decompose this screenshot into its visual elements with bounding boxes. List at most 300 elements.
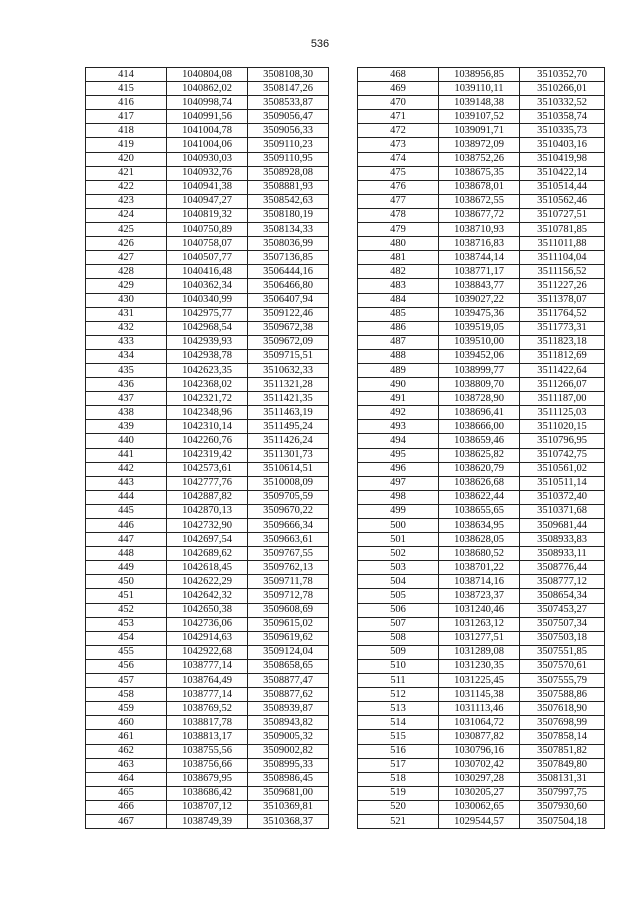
y-coordinate-cell: 3511266,07: [520, 378, 605, 392]
y-coordinate-cell: 3511020,15: [520, 420, 605, 434]
x-coordinate-cell: 1029544,57: [439, 814, 520, 828]
x-coordinate-cell: 1031289,08: [439, 645, 520, 659]
point-number-cell: 499: [358, 504, 439, 518]
point-number-cell: 463: [86, 758, 167, 772]
y-coordinate-cell: 3507570,61: [520, 659, 605, 673]
x-coordinate-cell: 1040507,77: [167, 251, 248, 265]
x-coordinate-cell: 1039091,71: [439, 124, 520, 138]
y-coordinate-cell: 3509002,82: [248, 744, 329, 758]
x-coordinate-cell: 1040998,74: [167, 96, 248, 110]
x-coordinate-cell: 1042618,45: [167, 561, 248, 575]
x-coordinate-cell: 1038723,37: [439, 589, 520, 603]
y-coordinate-cell: 3511495,24: [248, 420, 329, 434]
x-coordinate-cell: 1031230,35: [439, 659, 520, 673]
y-coordinate-cell: 3508986,45: [248, 772, 329, 786]
table-row: [358, 124, 605, 138]
point-number-cell: 432: [86, 321, 167, 335]
y-coordinate-cell: 3507136,85: [248, 251, 329, 265]
table-row: [86, 293, 329, 307]
point-number-cell: 424: [86, 208, 167, 222]
point-number-cell: 417: [86, 110, 167, 124]
point-number-cell: 506: [358, 603, 439, 617]
y-coordinate-cell: 3508777,12: [520, 575, 605, 589]
y-coordinate-cell: 3509767,55: [248, 547, 329, 561]
point-number-cell: 444: [86, 490, 167, 504]
y-coordinate-cell: 3508533,87: [248, 96, 329, 110]
y-coordinate-cell: 3511301,73: [248, 448, 329, 462]
table-row: [86, 645, 329, 659]
x-coordinate-cell: 1038769,52: [167, 702, 248, 716]
x-coordinate-cell: 1030297,28: [439, 772, 520, 786]
table-row: [86, 307, 329, 321]
y-coordinate-cell: 3509712,78: [248, 589, 329, 603]
point-number-cell: 476: [358, 180, 439, 194]
y-coordinate-cell: 3508877,47: [248, 674, 329, 688]
x-coordinate-cell: 1042939,93: [167, 335, 248, 349]
x-coordinate-cell: 1038756,66: [167, 758, 248, 772]
point-number-cell: 418: [86, 124, 167, 138]
table-row: [86, 772, 329, 786]
y-coordinate-cell: 3508108,30: [248, 68, 329, 82]
point-number-cell: 433: [86, 335, 167, 349]
point-number-cell: 492: [358, 406, 439, 420]
table-row: [86, 589, 329, 603]
point-number-cell: 436: [86, 378, 167, 392]
point-number-cell: 501: [358, 533, 439, 547]
point-number-cell: 428: [86, 265, 167, 279]
y-coordinate-cell: 3511773,31: [520, 321, 605, 335]
x-coordinate-cell: 1038696,41: [439, 406, 520, 420]
table-row: [86, 547, 329, 561]
table-row: [86, 223, 329, 237]
y-coordinate-cell: 3511321,28: [248, 378, 329, 392]
y-coordinate-cell: 3510614,51: [248, 462, 329, 476]
table-row: [358, 702, 605, 716]
y-coordinate-cell: 3510727,51: [520, 208, 605, 222]
y-coordinate-cell: 3509672,38: [248, 321, 329, 335]
table-row: [358, 786, 605, 800]
x-coordinate-cell: 1031240,46: [439, 603, 520, 617]
point-number-cell: 445: [86, 504, 167, 518]
table-row: [358, 575, 605, 589]
y-coordinate-cell: 3509124,04: [248, 645, 329, 659]
y-coordinate-cell: 3510371,68: [520, 504, 605, 518]
y-coordinate-cell: 3506407,94: [248, 293, 329, 307]
table-row: [86, 110, 329, 124]
y-coordinate-cell: 3508131,31: [520, 772, 605, 786]
x-coordinate-cell: 1038677,72: [439, 208, 520, 222]
y-coordinate-cell: 3509056,47: [248, 110, 329, 124]
x-coordinate-cell: 1042938,78: [167, 349, 248, 363]
x-coordinate-cell: 1042736,06: [167, 617, 248, 631]
point-number-cell: 426: [86, 237, 167, 251]
x-coordinate-cell: 1040362,34: [167, 279, 248, 293]
point-number-cell: 494: [358, 434, 439, 448]
point-number-cell: 434: [86, 349, 167, 363]
point-number-cell: 502: [358, 547, 439, 561]
table-row: [358, 631, 605, 645]
y-coordinate-cell: 3509663,61: [248, 533, 329, 547]
table-row: [358, 716, 605, 730]
table-row: [358, 476, 605, 490]
x-coordinate-cell: 1042914,63: [167, 631, 248, 645]
table-row: [86, 533, 329, 547]
point-number-cell: 473: [358, 138, 439, 152]
y-coordinate-cell: 3507504,18: [520, 814, 605, 828]
point-number-cell: 471: [358, 110, 439, 124]
table-row: [358, 82, 605, 96]
point-number-cell: 467: [86, 814, 167, 828]
y-coordinate-cell: 3509608,69: [248, 603, 329, 617]
point-number-cell: 446: [86, 519, 167, 533]
y-coordinate-cell: 3510562,46: [520, 194, 605, 208]
x-coordinate-cell: 1040930,03: [167, 152, 248, 166]
table-row: [358, 152, 605, 166]
point-number-cell: 456: [86, 659, 167, 673]
x-coordinate-cell: 1031113,46: [439, 702, 520, 716]
x-coordinate-cell: 1041004,06: [167, 138, 248, 152]
x-coordinate-cell: 1040804,08: [167, 68, 248, 82]
table-row: [358, 335, 605, 349]
point-number-cell: 487: [358, 335, 439, 349]
y-coordinate-cell: 3511227,26: [520, 279, 605, 293]
x-coordinate-cell: 1042697,54: [167, 533, 248, 547]
y-coordinate-cell: 3507849,80: [520, 758, 605, 772]
point-number-cell: 517: [358, 758, 439, 772]
point-number-cell: 460: [86, 716, 167, 730]
table-row: [358, 363, 605, 377]
x-coordinate-cell: 1039519,05: [439, 321, 520, 335]
y-coordinate-cell: 3507507,34: [520, 617, 605, 631]
point-number-cell: 512: [358, 688, 439, 702]
y-coordinate-cell: 3510511,14: [520, 476, 605, 490]
x-coordinate-cell: 1041004,78: [167, 124, 248, 138]
x-coordinate-cell: 1040862,02: [167, 82, 248, 96]
table-row: [86, 462, 329, 476]
point-number-cell: 441: [86, 448, 167, 462]
table-row: [358, 490, 605, 504]
point-number-cell: 448: [86, 547, 167, 561]
x-coordinate-cell: 1040340,99: [167, 293, 248, 307]
x-coordinate-cell: 1031277,51: [439, 631, 520, 645]
x-coordinate-cell: 1039107,52: [439, 110, 520, 124]
point-number-cell: 465: [86, 786, 167, 800]
point-number-cell: 455: [86, 645, 167, 659]
y-coordinate-cell: 3510422,14: [520, 166, 605, 180]
point-number-cell: 491: [358, 392, 439, 406]
x-coordinate-cell: 1039452,06: [439, 349, 520, 363]
x-coordinate-cell: 1039510,00: [439, 335, 520, 349]
x-coordinate-cell: 1040947,27: [167, 194, 248, 208]
table-row: [358, 533, 605, 547]
x-coordinate-cell: 1038716,83: [439, 237, 520, 251]
y-coordinate-cell: 3509056,33: [248, 124, 329, 138]
y-coordinate-cell: 3509670,22: [248, 504, 329, 518]
table-row: [358, 688, 605, 702]
x-coordinate-cell: 1038626,68: [439, 476, 520, 490]
x-coordinate-cell: 1042887,82: [167, 490, 248, 504]
point-number-cell: 521: [358, 814, 439, 828]
table-row: [86, 406, 329, 420]
point-number-cell: 507: [358, 617, 439, 631]
x-coordinate-cell: 1038707,12: [167, 800, 248, 814]
table-row: [86, 659, 329, 673]
x-coordinate-cell: 1039148,38: [439, 96, 520, 110]
table-row: [86, 730, 329, 744]
table-row: [358, 603, 605, 617]
y-coordinate-cell: 3507453,27: [520, 603, 605, 617]
y-coordinate-cell: 3510358,74: [520, 110, 605, 124]
point-number-cell: 430: [86, 293, 167, 307]
point-number-cell: 414: [86, 68, 167, 82]
y-coordinate-cell: 3506444,16: [248, 265, 329, 279]
table-row: [358, 814, 605, 828]
x-coordinate-cell: 1038701,22: [439, 561, 520, 575]
y-coordinate-cell: 3510742,75: [520, 448, 605, 462]
table-row: [358, 194, 605, 208]
point-number-cell: 457: [86, 674, 167, 688]
table-row: [358, 800, 605, 814]
point-number-cell: 459: [86, 702, 167, 716]
point-number-cell: 464: [86, 772, 167, 786]
y-coordinate-cell: 3511764,52: [520, 307, 605, 321]
x-coordinate-cell: 1038817,78: [167, 716, 248, 730]
x-coordinate-cell: 1040819,32: [167, 208, 248, 222]
x-coordinate-cell: 1038764,49: [167, 674, 248, 688]
x-coordinate-cell: 1042777,76: [167, 476, 248, 490]
point-number-cell: 493: [358, 420, 439, 434]
y-coordinate-cell: 3510632,33: [248, 363, 329, 377]
y-coordinate-cell: 3510352,70: [520, 68, 605, 82]
x-coordinate-cell: 1039027,22: [439, 293, 520, 307]
table-row: [86, 814, 329, 828]
y-coordinate-cell: 3509711,78: [248, 575, 329, 589]
x-coordinate-cell: 1038749,39: [167, 814, 248, 828]
point-number-cell: 515: [358, 730, 439, 744]
table-row: [86, 194, 329, 208]
y-coordinate-cell: 3511823,18: [520, 335, 605, 349]
y-coordinate-cell: 3511125,03: [520, 406, 605, 420]
x-coordinate-cell: 1038672,55: [439, 194, 520, 208]
y-coordinate-cell: 3509681,00: [248, 786, 329, 800]
coordinates-table-right: [357, 67, 605, 829]
x-coordinate-cell: 1038625,82: [439, 448, 520, 462]
y-coordinate-cell: 3511378,07: [520, 293, 605, 307]
x-coordinate-cell: 1031145,38: [439, 688, 520, 702]
table-row: [86, 363, 329, 377]
x-coordinate-cell: 1030062,65: [439, 800, 520, 814]
table-row: [358, 617, 605, 631]
y-coordinate-cell: 3508180,19: [248, 208, 329, 222]
x-coordinate-cell: 1038972,09: [439, 138, 520, 152]
x-coordinate-cell: 1042922,68: [167, 645, 248, 659]
point-number-cell: 466: [86, 800, 167, 814]
x-coordinate-cell: 1038755,56: [167, 744, 248, 758]
point-number-cell: 495: [358, 448, 439, 462]
y-coordinate-cell: 3511421,35: [248, 392, 329, 406]
table-row: [358, 434, 605, 448]
y-coordinate-cell: 3511812,69: [520, 349, 605, 363]
table-row: [86, 166, 329, 180]
y-coordinate-cell: 3507618,90: [520, 702, 605, 716]
point-number-cell: 440: [86, 434, 167, 448]
point-number-cell: 482: [358, 265, 439, 279]
table-row: [358, 110, 605, 124]
x-coordinate-cell: 1031263,12: [439, 617, 520, 631]
x-coordinate-cell: 1038659,46: [439, 434, 520, 448]
x-coordinate-cell: 1038744,14: [439, 251, 520, 265]
table-row: [86, 96, 329, 110]
x-coordinate-cell: 1038678,01: [439, 180, 520, 194]
point-number-cell: 508: [358, 631, 439, 645]
point-number-cell: 503: [358, 561, 439, 575]
x-coordinate-cell: 1038634,95: [439, 519, 520, 533]
x-coordinate-cell: 1042319,42: [167, 448, 248, 462]
point-number-cell: 510: [358, 659, 439, 673]
table-row: [358, 744, 605, 758]
point-number-cell: 514: [358, 716, 439, 730]
point-number-cell: 435: [86, 363, 167, 377]
point-number-cell: 415: [86, 82, 167, 96]
point-number-cell: 416: [86, 96, 167, 110]
point-number-cell: 474: [358, 152, 439, 166]
point-number-cell: 450: [86, 575, 167, 589]
x-coordinate-cell: 1030702,42: [439, 758, 520, 772]
y-coordinate-cell: 3508036,99: [248, 237, 329, 251]
y-coordinate-cell: 3508877,62: [248, 688, 329, 702]
y-coordinate-cell: 3508542,63: [248, 194, 329, 208]
y-coordinate-cell: 3508928,08: [248, 166, 329, 180]
x-coordinate-cell: 1038777,14: [167, 688, 248, 702]
table-row: [358, 237, 605, 251]
table-row: [358, 307, 605, 321]
x-coordinate-cell: 1038680,52: [439, 547, 520, 561]
point-number-cell: 500: [358, 519, 439, 533]
x-coordinate-cell: 1040932,76: [167, 166, 248, 180]
x-coordinate-cell: 1042623,35: [167, 363, 248, 377]
y-coordinate-cell: 3511426,24: [248, 434, 329, 448]
y-coordinate-cell: 3506466,80: [248, 279, 329, 293]
y-coordinate-cell: 3509122,46: [248, 307, 329, 321]
y-coordinate-cell: 3508881,93: [248, 180, 329, 194]
y-coordinate-cell: 3508147,26: [248, 82, 329, 96]
point-number-cell: 478: [358, 208, 439, 222]
x-coordinate-cell: 1040416,48: [167, 265, 248, 279]
table-row: [358, 208, 605, 222]
table-row: [86, 786, 329, 800]
table-row: [86, 82, 329, 96]
point-number-cell: 477: [358, 194, 439, 208]
table-row: [358, 730, 605, 744]
table-row: [86, 519, 329, 533]
x-coordinate-cell: 1038655,65: [439, 504, 520, 518]
point-number-cell: 483: [358, 279, 439, 293]
y-coordinate-cell: 3507503,18: [520, 631, 605, 645]
table-row: [358, 349, 605, 363]
y-coordinate-cell: 3511011,88: [520, 237, 605, 251]
point-number-cell: 496: [358, 462, 439, 476]
coordinates-table-left: [85, 67, 329, 829]
x-coordinate-cell: 1038628,05: [439, 533, 520, 547]
x-coordinate-cell: 1038675,35: [439, 166, 520, 180]
point-number-cell: 461: [86, 730, 167, 744]
table-row: [86, 208, 329, 222]
y-coordinate-cell: 3508995,33: [248, 758, 329, 772]
x-coordinate-cell: 1038728,90: [439, 392, 520, 406]
table-row: [86, 237, 329, 251]
x-coordinate-cell: 1042348,96: [167, 406, 248, 420]
point-number-cell: 468: [358, 68, 439, 82]
x-coordinate-cell: 1038622,44: [439, 490, 520, 504]
table-row: [358, 321, 605, 335]
x-coordinate-cell: 1042260,76: [167, 434, 248, 448]
table-row: [358, 504, 605, 518]
x-coordinate-cell: 1042573,61: [167, 462, 248, 476]
y-coordinate-cell: 3511187,00: [520, 392, 605, 406]
table-row: [358, 265, 605, 279]
x-coordinate-cell: 1038809,70: [439, 378, 520, 392]
point-number-cell: 484: [358, 293, 439, 307]
point-number-cell: 470: [358, 96, 439, 110]
y-coordinate-cell: 3509762,13: [248, 561, 329, 575]
y-coordinate-cell: 3509615,02: [248, 617, 329, 631]
table-row: [86, 744, 329, 758]
point-number-cell: 490: [358, 378, 439, 392]
y-coordinate-cell: 3510368,37: [248, 814, 329, 828]
table-row: [358, 180, 605, 194]
point-number-cell: 504: [358, 575, 439, 589]
table-row: [358, 406, 605, 420]
point-number-cell: 453: [86, 617, 167, 631]
x-coordinate-cell: 1040758,07: [167, 237, 248, 251]
table-row: [86, 617, 329, 631]
x-coordinate-cell: 1040991,56: [167, 110, 248, 124]
y-coordinate-cell: 3509705,59: [248, 490, 329, 504]
table-row: [86, 490, 329, 504]
point-number-cell: 420: [86, 152, 167, 166]
point-number-cell: 437: [86, 392, 167, 406]
table-row: [86, 688, 329, 702]
x-coordinate-cell: 1030877,82: [439, 730, 520, 744]
point-number-cell: 485: [358, 307, 439, 321]
x-coordinate-cell: 1042689,62: [167, 547, 248, 561]
point-number-cell: 498: [358, 490, 439, 504]
table-row: [358, 420, 605, 434]
y-coordinate-cell: 3508654,34: [520, 589, 605, 603]
y-coordinate-cell: 3509681,44: [520, 519, 605, 533]
point-number-cell: 520: [358, 800, 439, 814]
table-row: [86, 321, 329, 335]
y-coordinate-cell: 3510561,02: [520, 462, 605, 476]
table-row: [358, 223, 605, 237]
y-coordinate-cell: 3507851,82: [520, 744, 605, 758]
table-row: [86, 279, 329, 293]
y-coordinate-cell: 3510514,44: [520, 180, 605, 194]
x-coordinate-cell: 1038714,16: [439, 575, 520, 589]
y-coordinate-cell: 3508776,44: [520, 561, 605, 575]
x-coordinate-cell: 1042870,13: [167, 504, 248, 518]
y-coordinate-cell: 3510403,16: [520, 138, 605, 152]
table-row: [86, 420, 329, 434]
point-number-cell: 518: [358, 772, 439, 786]
table-row: [358, 462, 605, 476]
table-row: [358, 561, 605, 575]
point-number-cell: 419: [86, 138, 167, 152]
x-coordinate-cell: 1030205,27: [439, 786, 520, 800]
y-coordinate-cell: 3511463,19: [248, 406, 329, 420]
y-coordinate-cell: 3511422,64: [520, 363, 605, 377]
x-coordinate-cell: 1038843,77: [439, 279, 520, 293]
